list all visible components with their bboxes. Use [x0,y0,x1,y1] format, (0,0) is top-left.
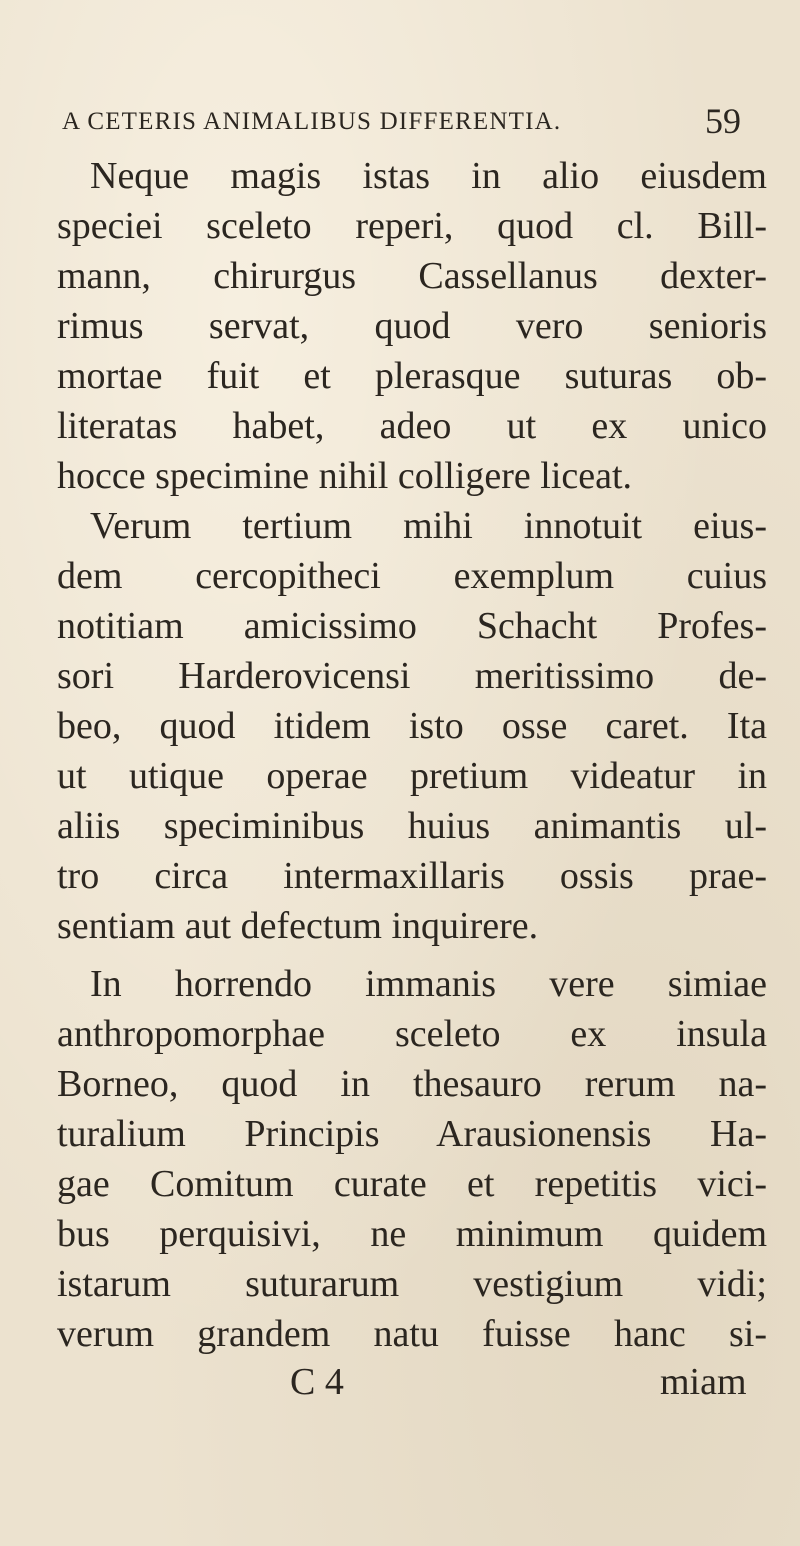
text-line: istarum suturarum vestigium vidi; [57,1263,767,1305]
text-line: hocce specimine nihil colligere liceat. [57,455,633,497]
text-line: rimus servat, quod vero senioris [57,305,767,347]
page-number: 59 [705,101,741,141]
running-head-title: A CETERIS ANIMALIBUS DIFFERENTIA. [62,108,562,135]
text-line: beo, quod itidem isto osse caret. Ita [57,705,767,747]
running-head [0,101,800,148]
text-line: sori Harderovicensi meritissimo de- [57,655,767,697]
text-line: mortae fuit et plerasque suturas ob- [57,355,767,397]
text-line: mann, chirurgus Cassellanus dexter- [57,255,767,297]
text-line: tro circa intermaxillaris ossis prae- [57,855,767,897]
text-line: dem cercopitheci exemplum cuius [57,555,767,597]
signature-mark: C 4 [290,1361,344,1403]
text-line: notitiam amicissimo Schacht Profes- [57,605,767,647]
text-line: bus perquisivi, ne minimum quidem [57,1213,767,1255]
text-line: anthropomorphae sceleto ex insula [57,1013,767,1055]
text-line: Borneo, quod in thesauro rerum na- [57,1063,767,1105]
text-line: Neque magis istas in alio eiusdem [90,155,767,197]
text-line: aliis speciminibus huius animantis ul- [57,805,767,847]
text-line: turalium Principis Arausionensis Ha- [57,1113,767,1155]
text-line: In horrendo immanis vere simiae [90,963,767,1005]
text-line: literatas habet, adeo ut ex unico [57,405,767,447]
text-line: Verum tertium mihi innotuit eius- [90,505,767,547]
text-line: speciei sceleto reperi, quod cl. Bill- [57,205,767,247]
text-line: verum grandem natu fuisse hanc si- [57,1313,767,1355]
text-line: gae Comitum curate et repetitis vici- [57,1163,767,1205]
text-line: sentiam aut defectum inquirere. [57,905,539,947]
catchword: miam [660,1361,747,1403]
text-line: ut utique operae pretium videatur in [57,755,767,797]
